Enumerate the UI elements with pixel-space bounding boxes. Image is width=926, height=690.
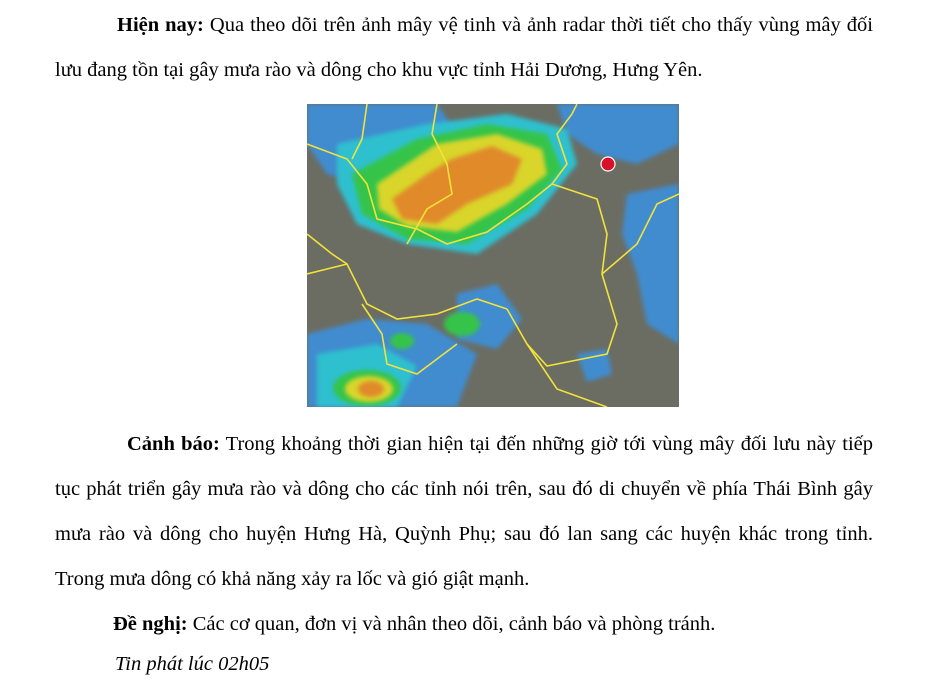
warning-paragraph xyxy=(55,422,873,602)
current-status-paragraph xyxy=(55,3,873,93)
recommendation-text: Các cơ quan, đơn vị và nhân theo dõi, cảnh báo và phòng tránh. xyxy=(187,613,716,635)
warning-text: Trong khoảng thời gian hiện tại đến những giờ tới vùng mây đối lưu này tiếp tục phát triển gây mưa rào và dông cho các tỉnh nói trên, sau đó di chuyển về phía Thái Bình gây mưa rào và dông cho huyện Hưng Hà, Quỳnh Phụ; sau đó lan sang các huyện khác trong tỉnh. Trong mưa dông có khả năng xảy ra lốc và gió giật mạnh. xyxy=(55,433,873,590)
radar-image xyxy=(307,104,679,407)
recommendation-paragraph xyxy=(55,602,873,647)
current-status-text: Qua theo dõi trên ảnh mây vệ tinh và ảnh radar thời tiết cho thấy vùng mây đối lưu đang tồn tại gây mưa rào và dông cho khu vực tỉnh Hải Dương, Hưng Yên. xyxy=(55,14,873,81)
warning-label: Cảnh báo: xyxy=(127,433,220,455)
current-status-label: Hiện nay: xyxy=(117,14,204,36)
location-marker xyxy=(601,157,615,171)
recommendation-label: Đề nghị: xyxy=(113,613,188,635)
issued-time: Tin phát lúc 02h05 xyxy=(115,653,270,675)
